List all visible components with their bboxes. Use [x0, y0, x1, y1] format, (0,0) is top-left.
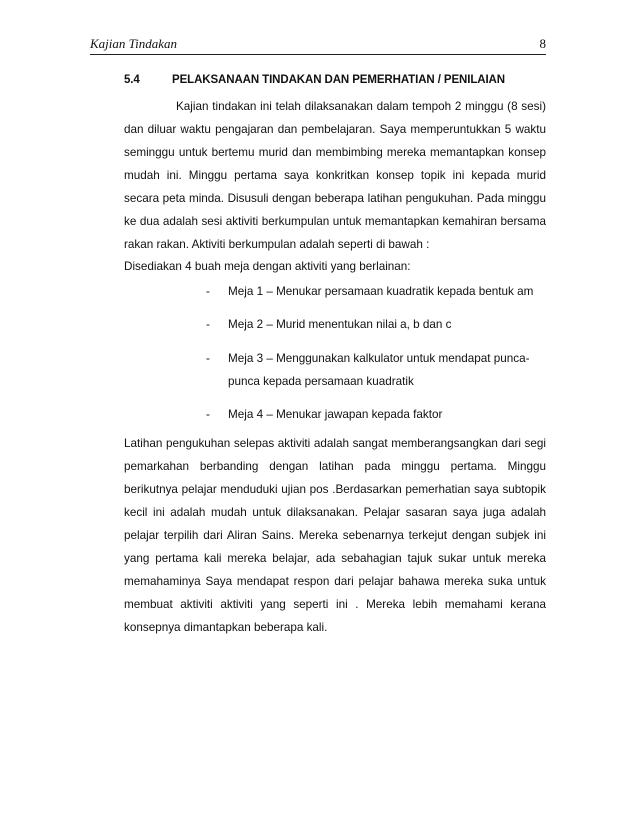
list-item-text: Meja 4 – Menukar jawapan kepada faktor — [228, 408, 443, 421]
list-item — [206, 313, 546, 336]
section-number: 5.4 — [124, 74, 140, 86]
paragraph-1-container — [124, 95, 546, 256]
list-item — [206, 347, 546, 393]
list-dash: - — [206, 352, 210, 365]
list-dash: - — [206, 285, 210, 298]
list-item-text: Meja 2 – Murid menentukan nilai a, b dan c — [228, 318, 452, 331]
list-dash: - — [206, 318, 210, 331]
section-heading — [124, 74, 505, 86]
list-item — [206, 403, 546, 426]
list-item — [206, 280, 546, 303]
page-number: 8 — [539, 36, 546, 51]
page-header — [90, 36, 546, 55]
header-title: Kajian Tindakan — [90, 36, 178, 51]
list-intro: Disediakan 4 buah meja dengan aktiviti yang berlainan: — [124, 260, 411, 273]
list-item-text: Meja 3 – Menggunakan kalkulator untuk mendapat punca-punca kepada persamaan kuadratik — [228, 352, 530, 388]
section-title: PELAKSANAAN TINDAKAN DAN PEMERHATIAN / PENILAIAN — [172, 74, 505, 86]
paragraph-2-container — [124, 432, 546, 639]
paragraph-1: Kajian tindakan ini telah dilaksanakan dalam tempoh 2 minggu (8 sesi) dan diluar waktu pengajaran dan pembelajaran. Saya memperuntukkan 5 waktu seminggu untuk bertemu murid dan membimbing mereka memantapkan konsep mudah ini. Minggu pertama saya konkritkan konsep topik ini kepada murid secara peta minda. Disusuli dengan beberapa latihan pengukuhan. Pada minggu ke dua adalah sesi aktiviti berkumpulan untuk memantapkan kemahiran bersama rakan rakan. Aktiviti berkumpulan adalah seperti di bawah : — [124, 100, 546, 251]
paragraph-2: Latihan pengukuhan selepas aktiviti adalah sangat memberangsangkan dari segi pemarkahan berbanding dengan latihan pada minggu pertama. Minggu berikutnya pelajar menduduki ujian pos .Berdasarkan pemerhatian saya subtopik kecil ini adalah mudah untuk dilaksanakan. Pelajar sasaran saya juga adalah pelajar terpilih dari Aliran Sains. Mereka sebenarnya terkejut dengan subjek ini yang pertama kali mereka belajar, ada sebahagian tajuk sukar untuk mereka memahaminya Saya mendapat respon dari pelajar bahawa mereka suka untuk membuat aktiviti aktiviti yang seperti ini . Mereka lebih memahami kerana konsepnya dimantapkan beberapa kali. — [124, 437, 546, 634]
list-item-text: Meja 1 – Menukar persamaan kuadratik kepada bentuk am — [228, 285, 534, 298]
list-dash: - — [206, 408, 210, 421]
